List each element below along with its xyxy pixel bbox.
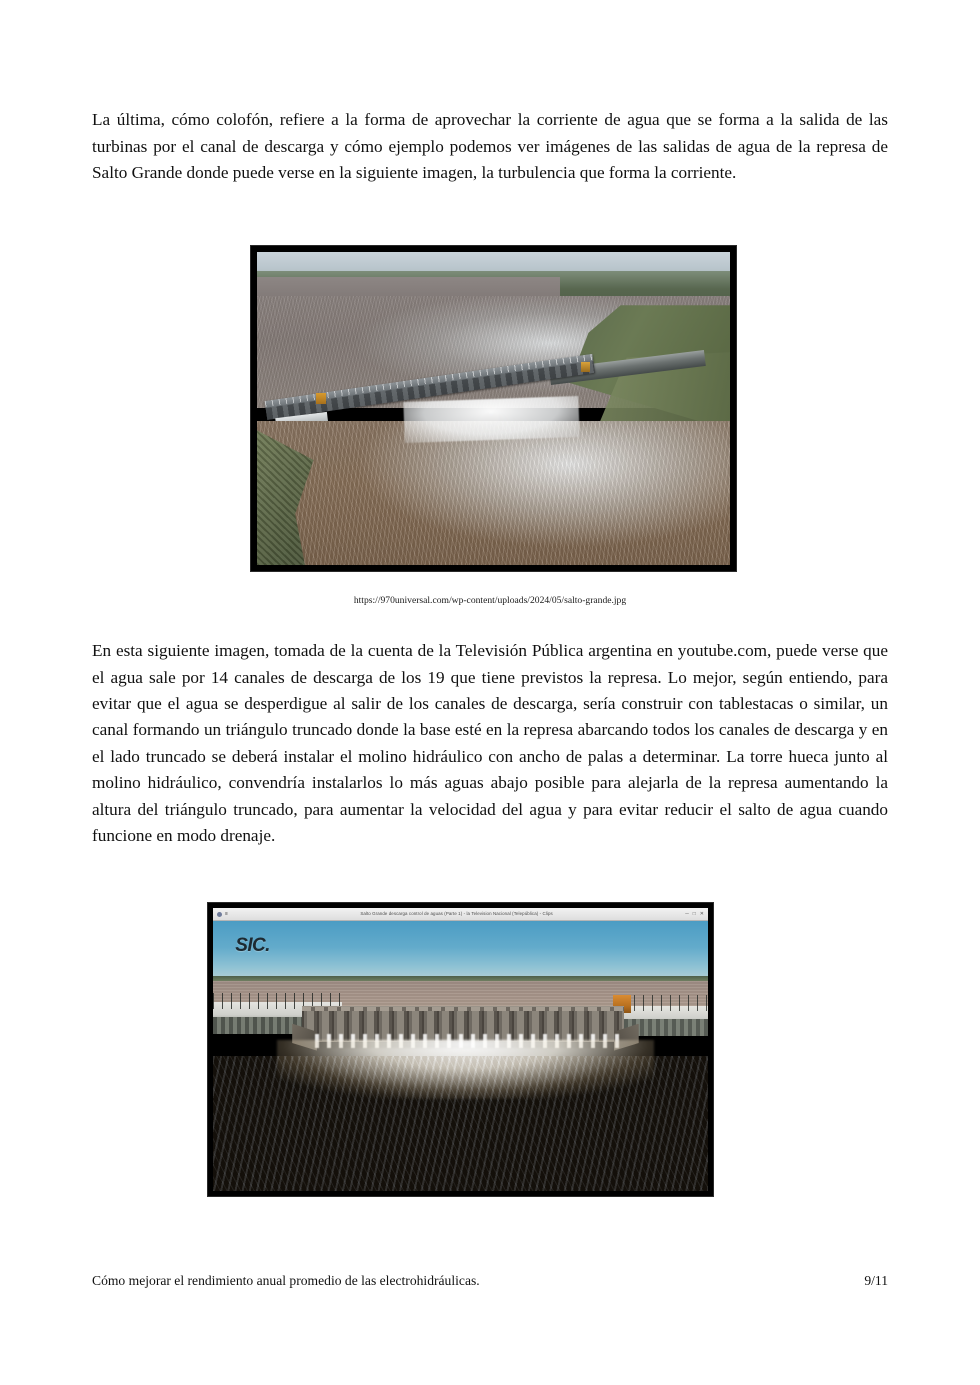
dam-tower-left	[316, 393, 326, 404]
footer-page-number: 9/11	[864, 1273, 888, 1288]
figure-1-caption: https://970universal.com/wp-content/uploads/2024/05/salto-grande.jpg	[353, 595, 627, 606]
figure-salto-grande-aerial	[251, 246, 736, 571]
figure-salto-grande-video	[208, 903, 713, 1196]
sic-watermark: SIC.	[235, 934, 270, 956]
window-title-text: Salto Grande descarga control de aguas (Parte 1) - la Television Nacional (Telepública) - Clips	[360, 911, 553, 916]
app-icon	[217, 912, 222, 917]
page-footer	[92, 1271, 888, 1291]
transmission-pylons-right	[634, 995, 708, 1011]
close-icon[interactable]: ✕	[699, 911, 704, 917]
sky-region	[213, 921, 708, 980]
window-app-icon-group	[217, 911, 228, 917]
menu-icon: ≡	[225, 911, 228, 917]
video-window-titlebar	[213, 908, 708, 921]
water-surface-texture	[213, 1056, 708, 1191]
downstream-water	[257, 421, 730, 565]
photo-video-capture	[213, 908, 708, 1191]
spillway-whitewater	[403, 396, 579, 443]
dam-tower-right	[581, 362, 590, 372]
paragraph-proposal: En esta siguiente imagen, tomada de la cuenta de la Televisión Pública argentina en youtube.com, puede verse que el agua sale por 14 canales de descarga de los 19 que tiene previstos la represa. Lo mejor, según entiendo, para evitar que el agua se desperdigue al salir de los canales de descarga, sería construir con tablestacas o similar, un canal formando un triángulo truncado donde la base esté en la represa abarcando todos los canales de descarga y en el lado truncado se deberá instalar el molino hidráulico con ancho de palas a determinar. La torre hueca junto al molino hidráulico, convendría instalarlos lo más aguas abajo posible para alejarla de la represa aumentando la altura del triángulo truncado, para aumentar la velocidad del agua y para evitar reducir el salto de agua cuando funcione en modo drenaje.	[92, 641, 888, 846]
footer-title: Cómo mejorar el rendimiento anual promedio de las electrohidráulicas.	[92, 1273, 480, 1288]
photo-aerial-dam	[257, 252, 730, 565]
maximize-icon[interactable]: □	[692, 911, 696, 917]
video-frame	[213, 921, 708, 1191]
window-controls	[685, 911, 704, 917]
minimize-icon[interactable]: ─	[685, 911, 689, 917]
paragraph-intro: La última, cómo colofón, refiere a la forma de aprovechar la corriente de agua que se forma a la salida de las turbinas por el canal de descarga y cómo ejemplo podemos ver imágenes de las salidas de agua de la represa de Salto Grande donde puede verse en la siguiente imagen, la turbulencia que forma la corriente.	[92, 110, 888, 182]
